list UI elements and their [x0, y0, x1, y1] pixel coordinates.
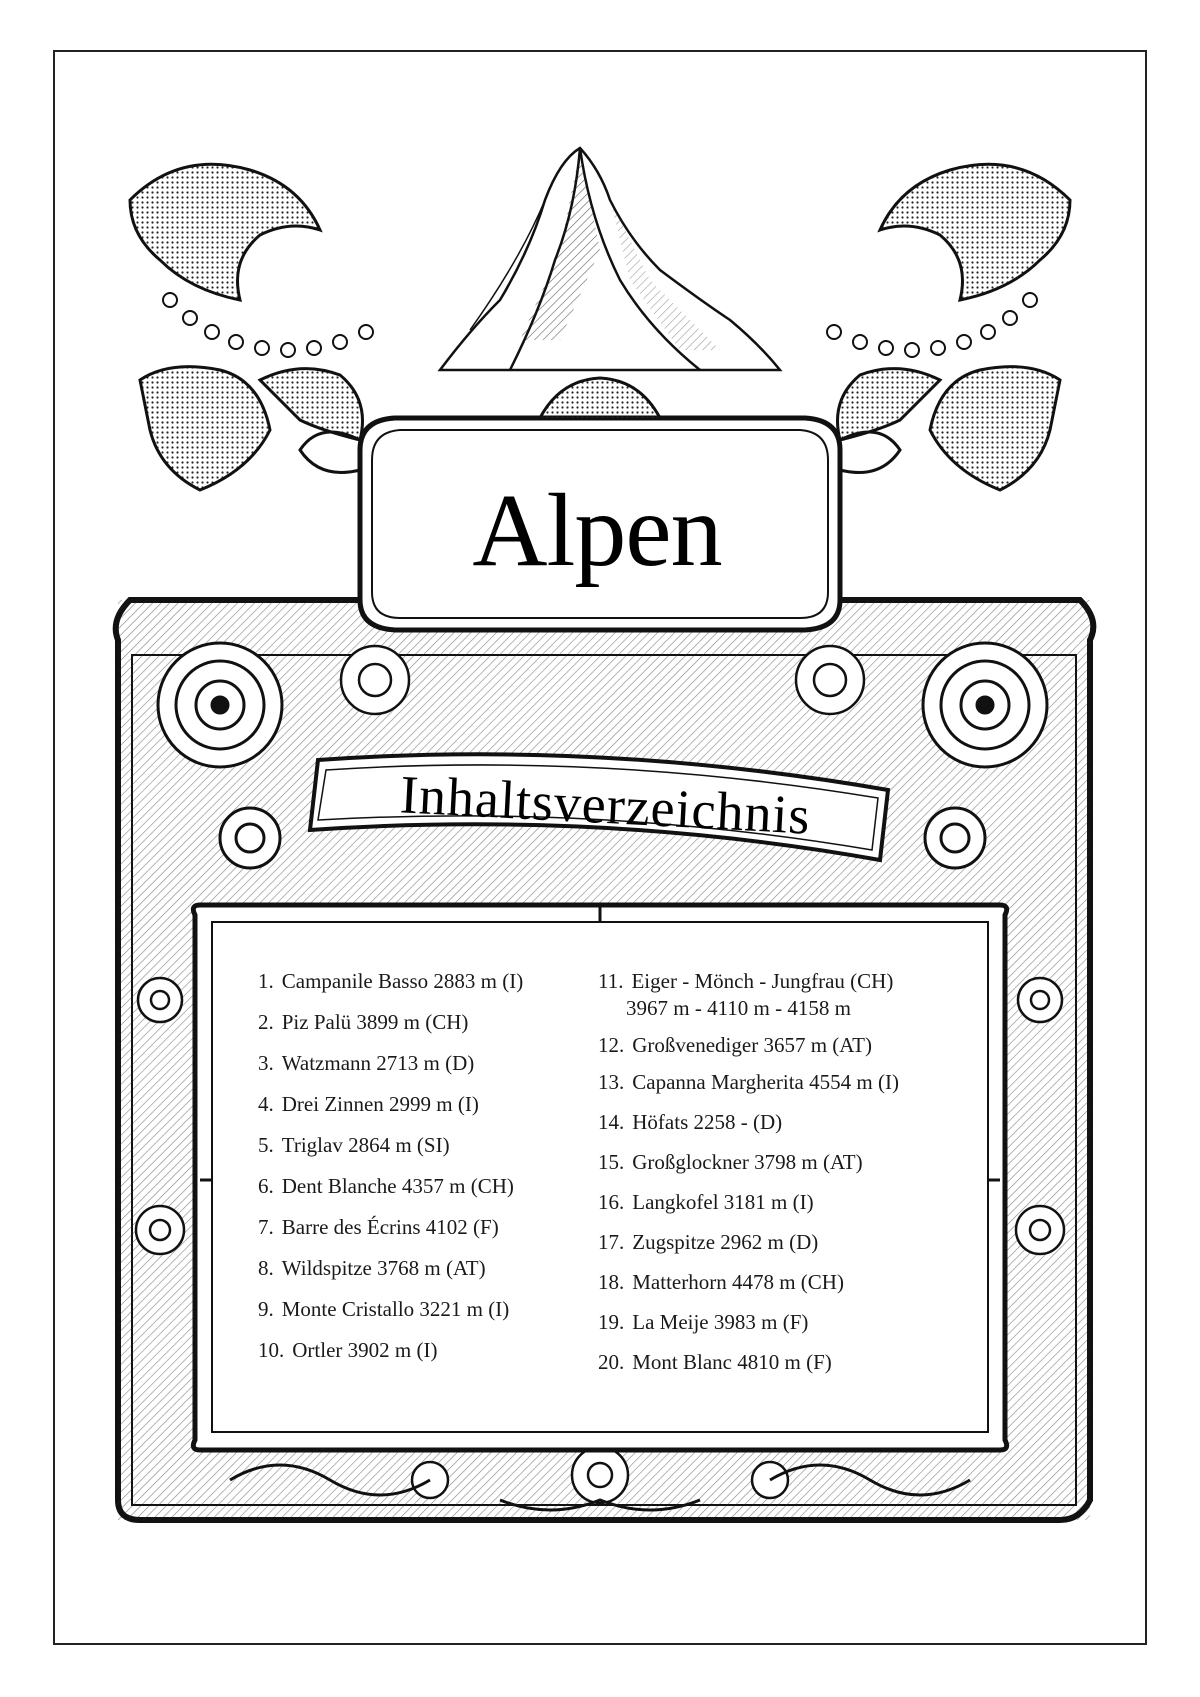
toc-number: 15.	[598, 1150, 625, 1174]
toc-entry: Campanile Basso 2883 m (I)	[281, 969, 524, 993]
toc-column-left	[258, 968, 588, 1364]
toc-item	[598, 1269, 968, 1296]
toc-number: 5.	[258, 1133, 274, 1157]
toc-entry: Eiger - Mönch - Jungfrau (CH)	[631, 969, 894, 993]
toc-entry: Großglockner 3798 m (AT)	[632, 1150, 863, 1174]
toc-entry: Zugspitze 2962 m (D)	[632, 1230, 819, 1254]
toc-entry: Matterhorn 4478 m (CH)	[632, 1270, 844, 1294]
toc-entry-heights: 3967 m - 4110 m - 4158 m	[626, 996, 851, 1020]
toc-item	[258, 968, 588, 995]
toc-item	[258, 1091, 588, 1118]
toc-number: 18.	[598, 1270, 625, 1294]
toc-entry: Capanna Margherita 4554 m (I)	[632, 1070, 899, 1094]
toc-number: 1.	[258, 969, 274, 993]
toc-entry: Wildspitze 3768 m (AT)	[281, 1256, 486, 1280]
toc-item	[598, 1032, 968, 1059]
title-area	[372, 440, 822, 620]
toc-number: 2.	[258, 1010, 274, 1034]
toc-item	[598, 1149, 968, 1176]
toc-item	[258, 1296, 588, 1323]
toc-number: 7.	[258, 1215, 274, 1239]
toc-number: 9.	[258, 1297, 274, 1321]
toc-entry: Triglav 2864 m (SI)	[281, 1133, 450, 1157]
toc-number: 16.	[598, 1190, 625, 1214]
toc-entry: Barre des Écrins 4102 (F)	[281, 1215, 499, 1239]
toc-entry: Drei Zinnen 2999 m (I)	[281, 1092, 479, 1116]
scroll-top-right	[838, 164, 1071, 490]
toc-number: 8.	[258, 1256, 274, 1280]
toc-number: 19.	[598, 1310, 625, 1334]
toc-item	[258, 1255, 588, 1282]
scroll-top-left	[130, 164, 363, 490]
toc-number: 14.	[598, 1110, 625, 1134]
toc-entry: Höfats 2258 - (D)	[632, 1110, 783, 1134]
toc-number: 4.	[258, 1092, 274, 1116]
toc-item	[598, 968, 968, 1022]
subtitle-area	[325, 760, 885, 850]
toc-item	[598, 1189, 968, 1216]
toc-entry: Mont Blanc 4810 m (F)	[632, 1350, 832, 1374]
toc-entry: Langkofel 3181 m (I)	[632, 1190, 814, 1214]
toc-item	[598, 1229, 968, 1256]
toc-number: 10.	[258, 1338, 285, 1362]
toc-number: 3.	[258, 1051, 274, 1075]
toc-item	[598, 1069, 968, 1096]
toc-entry: Dent Blanche 4357 m (CH)	[281, 1174, 514, 1198]
toc-number: 20.	[598, 1350, 625, 1374]
toc-item	[598, 1349, 968, 1376]
toc-number: 17.	[598, 1230, 625, 1254]
toc-number: 13.	[598, 1070, 625, 1094]
toc-number: 6.	[258, 1174, 274, 1198]
toc-entry: Watzmann 2713 m (D)	[281, 1051, 475, 1075]
toc-item	[258, 1132, 588, 1159]
mountain-illustration	[440, 148, 780, 370]
toc-entry: Piz Palü 3899 m (CH)	[281, 1010, 469, 1034]
toc-item	[258, 1050, 588, 1077]
toc-item	[258, 1337, 588, 1364]
toc-item	[258, 1173, 588, 1200]
table-of-contents	[210, 928, 986, 1430]
page-title: Alpen	[472, 472, 722, 588]
toc-entry: La Meije 3983 m (F)	[632, 1310, 809, 1334]
toc-entry: Großvenediger 3657 m (AT)	[632, 1033, 872, 1057]
toc-item	[258, 1214, 588, 1241]
toc-entry: Ortler 3902 m (I)	[292, 1338, 438, 1362]
toc-column-right	[598, 968, 968, 1376]
toc-item	[598, 1309, 968, 1336]
toc-item	[258, 1009, 588, 1036]
toc-number: 12.	[598, 1033, 625, 1057]
toc-entry: Monte Cristallo 3221 m (I)	[281, 1297, 510, 1321]
toc-item	[598, 1109, 968, 1136]
toc-heading: Inhaltsverzeichnis	[398, 764, 812, 846]
toc-number: 11.	[598, 969, 624, 993]
